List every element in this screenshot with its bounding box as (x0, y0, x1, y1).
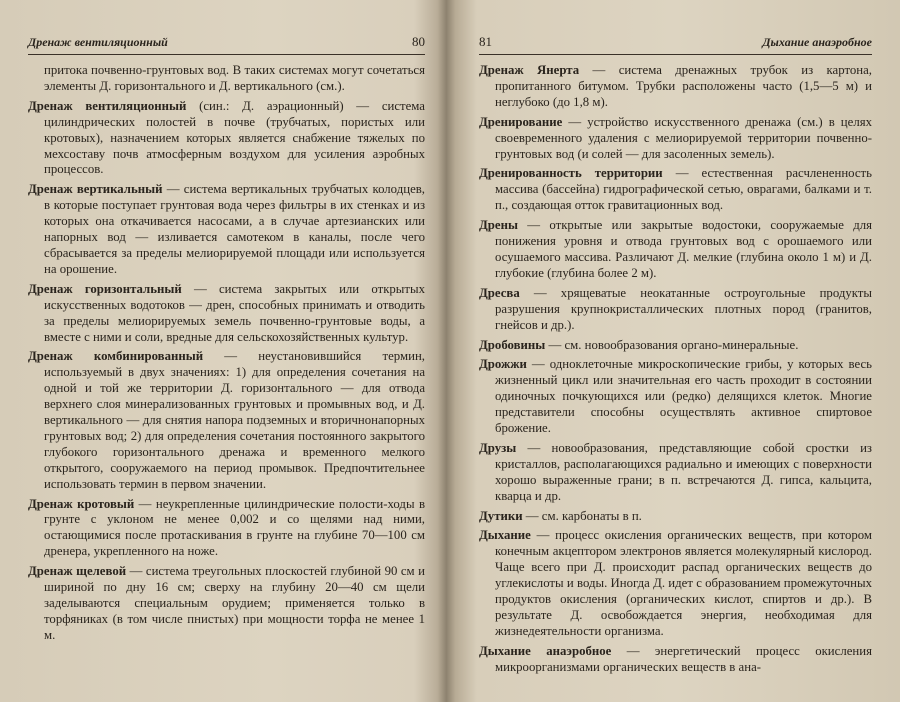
entry-text: — неукрепленные цилиндрические полости-ходы в грунте с уклоном не менее 0,002 и со щелями над ними, остающимися после протаскивания в грунте на глубине 70—100 см дренера, укрепленного на ноже. (44, 496, 425, 559)
entry-term: Дыхание (479, 528, 531, 543)
dictionary-entry (28, 63, 425, 95)
dictionary-entry (479, 115, 872, 163)
entry-text: — система вертикальных трубчатых колодцев, в которые поступает грунтовая вода через фильтры в их стенках и из которых она откачивается насосами, а в случае артезианских или напорных вод — изливается самотеком в каналы, после чего сбрасывается за пределы мелиорируемой площади или используется на орошение. (44, 182, 425, 276)
right-page-body (479, 63, 872, 680)
entry-term: Дренаж горизонтальный (28, 281, 182, 296)
entry-term: Дренаж Янерта (479, 63, 580, 77)
entry-term: Дресва (479, 285, 520, 300)
dictionary-entry (479, 338, 872, 354)
entry-text: — открытые или закрытые водостоки, сооружаемые для понижения уровня и отвода грунтовых вод с орошаемого или осушаемого массива. Различают Д. мелкие (глубина около 1 м) и Д. глубокие (глубина более 2 м). (495, 218, 872, 280)
entry-term: Дробовины (479, 337, 546, 352)
page-number: 81 (479, 34, 492, 49)
page-number: 80 (412, 34, 425, 49)
entry-text: — см. карбонаты в п. (522, 508, 642, 523)
dictionary-entry (28, 282, 425, 346)
dictionary-entry (479, 218, 872, 282)
entry-term: Дрены (479, 218, 518, 233)
dictionary-entry (479, 528, 872, 639)
entry-text: — система дренажных трубок из картона, пропитанного битумом. Трубки расположены часто (1,5—5 м) и неглубоко (до 1,8 м). (495, 63, 873, 109)
entry-term: Дрожжи (479, 357, 527, 372)
entry-term: Дутики (479, 508, 523, 523)
dictionary-entry (479, 63, 872, 111)
entry-text: — энергетический процесс окисления микроорганизмами органических веществ в ана- (495, 643, 872, 674)
right-page (453, 0, 900, 702)
entry-term: Дренаж вертикальный (28, 182, 163, 197)
running-head: Дыхание анаэробное (762, 35, 872, 49)
dictionary-entry (479, 286, 872, 334)
entry-term: Дренаж вентиляционный (28, 98, 187, 113)
entry-text: — хрящеватые неокатанные остроугольные продукты разрушения крупнокристаллических плотных пород (гранитов, гнейсов и др.). (495, 285, 872, 332)
entry-text: — система закрытых или открытых искусственных водотоков — дрен, способных принимать и отводить за пределы мелиорируемых земель почвенно-грунтовые воды, а вместе с ними и соли, вредные для сельскохозяйственных культур. (44, 281, 425, 344)
entry-term: Дренированность территории (479, 166, 663, 181)
entry-text: (син.: Д. аэрационный) — система цилиндрических полостей в почве (трубчатых, пористых или кротовых), назначением которых является снабжение тяжелых по мехсоставу почв атмосферным воздухом для усиления аэробных процессов. (44, 98, 425, 177)
entry-term: Друзы (479, 440, 517, 455)
dictionary-entry (479, 357, 872, 437)
entry-term: Дренаж комбинированный (28, 349, 204, 364)
entry-term: Дренаж кротовый (28, 496, 135, 511)
dictionary-entry (28, 349, 425, 492)
left-page (0, 0, 447, 702)
dictionary-entry (479, 644, 872, 676)
entry-text: — система треугольных плоскостей глубиной 90 см и шириной по дну 16 см; сверху на глубину 20—40 см щели заделываются специальным орудием; применяется только в торфяниках (в том числе пнистых) при мощности торфа не менее 1 м. (44, 564, 425, 642)
entry-text: — процесс окисления органических веществ, при котором конечным акцептором электронов является молекулярный кислород. Чаще всего при Д. происходит распад органических веществ до углекислоты и воды. Иногда Д. идет с образованием промежуточных продуктов окисления (органических кислот, спиртов и др.). В результате Д. освобождается энергия, необходимая для жизнедеятельности организма. (495, 528, 872, 638)
entry-text: притока почвенно-грунтовых вод. В таких системах могут сочетаться элементы Д. горизонтального и Д. вертикального (см.). (44, 63, 425, 93)
entry-term: Дыхание анаэробное (479, 643, 612, 658)
dictionary-entry (479, 166, 872, 214)
entry-term: Дренаж щелевой (28, 564, 127, 579)
dictionary-entry (28, 182, 425, 277)
entry-text: — одноклеточные микроскопические грибы, у которых весь жизненный цикл или значительная его часть проходит в состоянии одиночных почкующихся или (редко) делящихся клеток. Многие представители способны осуществлять активное спиртовое брожение. (495, 357, 872, 436)
dictionary-entry (479, 441, 872, 505)
entry-text: — естественная расчлененность массива (бассейна) гидрографической сетью, оврагами, балками и т. п., создающая отток гравитационных вод. (495, 166, 872, 213)
right-page-header (479, 32, 872, 55)
dictionary-entry (28, 99, 425, 179)
running-head: Дренаж вентиляционный (28, 35, 168, 49)
entry-text: — см. новообразования органо-минеральные. (545, 337, 799, 352)
dictionary-entry (28, 497, 425, 561)
entry-term: Дренирование (479, 114, 563, 129)
dictionary-entry (479, 509, 872, 525)
entry-text: — устройство искусственного дренажа (см.) в целях своевременного удаления с мелиорируемой территории почвенно-грунтовых вод (и солей — для засоленных земель). (495, 114, 872, 161)
left-page-header (28, 32, 425, 55)
dictionary-entry (28, 564, 425, 644)
entry-text: — неустановившийся термин, используемый в двух значениях: 1) для определения сочетания на одной и той же территории Д. горизонтального — для отвода верхнего слоя минерализованных грунтовых и промывных вод, и Д. вертикального — для снятия напора подземных и вторичнонапорных грунтовых вод; 2) для определения сочетания постоянного закрытого глубокого горизонтального дренажа и временного мелкого открытого, сооружаемого на период промывок. Предпочтительнее использовать термин в первом значении. (44, 349, 425, 491)
entry-text: — новообразования, представляющие собой сростки из кристаллов, располагающихся радиально и имеющих с поверхности хорошо выраженные грани; в п. встречаются Д. гипса, кальцита, кварца и др. (495, 440, 872, 503)
left-page-body (28, 63, 425, 648)
